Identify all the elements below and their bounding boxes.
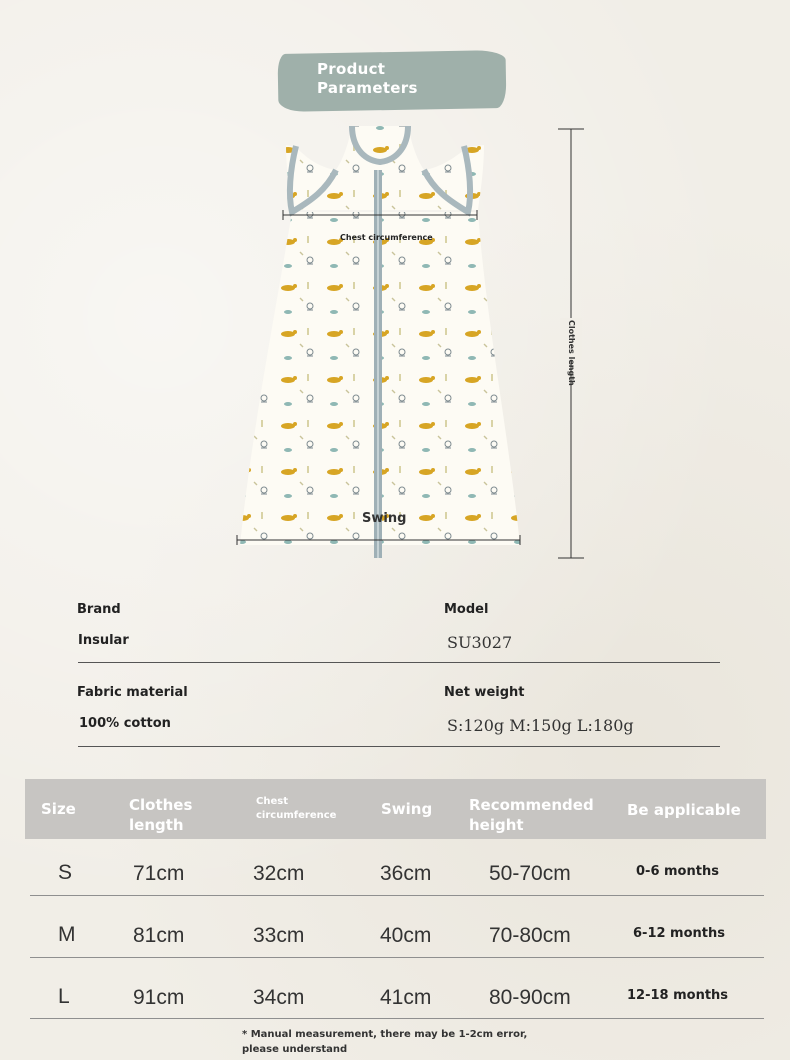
cell-swing: 36cm [380,862,432,885]
cell-size: M [58,923,76,946]
footnote-line-1: * Manual measurement, there may be 1-2cm error, [242,1029,528,1040]
header-size: Size [41,800,76,818]
cell-swing: 41cm [380,986,432,1009]
title-line-1: Product [317,60,386,78]
clothes-length-label: Clothes length [567,320,576,386]
divider [78,746,720,747]
table-row-divider [30,957,764,958]
table-row-divider [30,1018,764,1019]
header-be-applicable: Be applicable [627,801,741,819]
footnote-line-2: please understand [242,1044,348,1055]
cell-height: 50-70cm [489,862,571,885]
measurement-footnote [242,1027,562,1057]
swing-label: Swing [362,511,407,526]
cell-length: 71cm [133,862,185,885]
header-chest-line2: circumference [256,810,337,821]
chest-circumference-label: Chest circumference [340,233,433,242]
header-clothes-length-line1: Clothes [129,796,193,814]
cell-chest: 32cm [253,862,305,885]
header-clothes-length [129,795,192,835]
header-swing: Swing [381,800,433,818]
cell-height: 70-80cm [489,924,571,947]
header-chest-line1: Chest [256,796,288,807]
cell-size: L [58,985,70,1008]
header-clothes-length-line2: length [129,816,184,834]
header-height-line2: height [469,816,524,834]
cell-chest: 33cm [253,924,305,947]
cell-swing: 40cm [380,924,432,947]
cell-applicable: 0-6 months [636,864,719,879]
cell-chest: 34cm [253,986,305,1009]
brand-value: Insular [78,633,129,648]
table-row-divider [30,895,764,896]
header-recommended-height [469,795,594,835]
fabric-value: 100% cotton [79,716,171,731]
divider [78,662,720,663]
cell-length: 91cm [133,986,185,1009]
cell-size: S [58,861,73,884]
cell-height: 80-90cm [489,986,571,1009]
title-line-2: Parameters [317,79,418,97]
model-value: SU3027 [447,633,513,652]
cell-applicable: 12-18 months [627,988,729,1003]
cell-length: 81cm [133,924,185,947]
net-weight-value: S:120g M:150g L:180g [447,716,634,735]
net-weight-label: Net weight [444,685,525,700]
model-label: Model [444,602,489,617]
fabric-label: Fabric material [77,685,188,700]
brand-label: Brand [77,602,121,617]
header-height-line1: Recommended [469,796,594,814]
cell-applicable: 6-12 months [633,926,725,941]
header-chest-circumference [256,795,336,823]
